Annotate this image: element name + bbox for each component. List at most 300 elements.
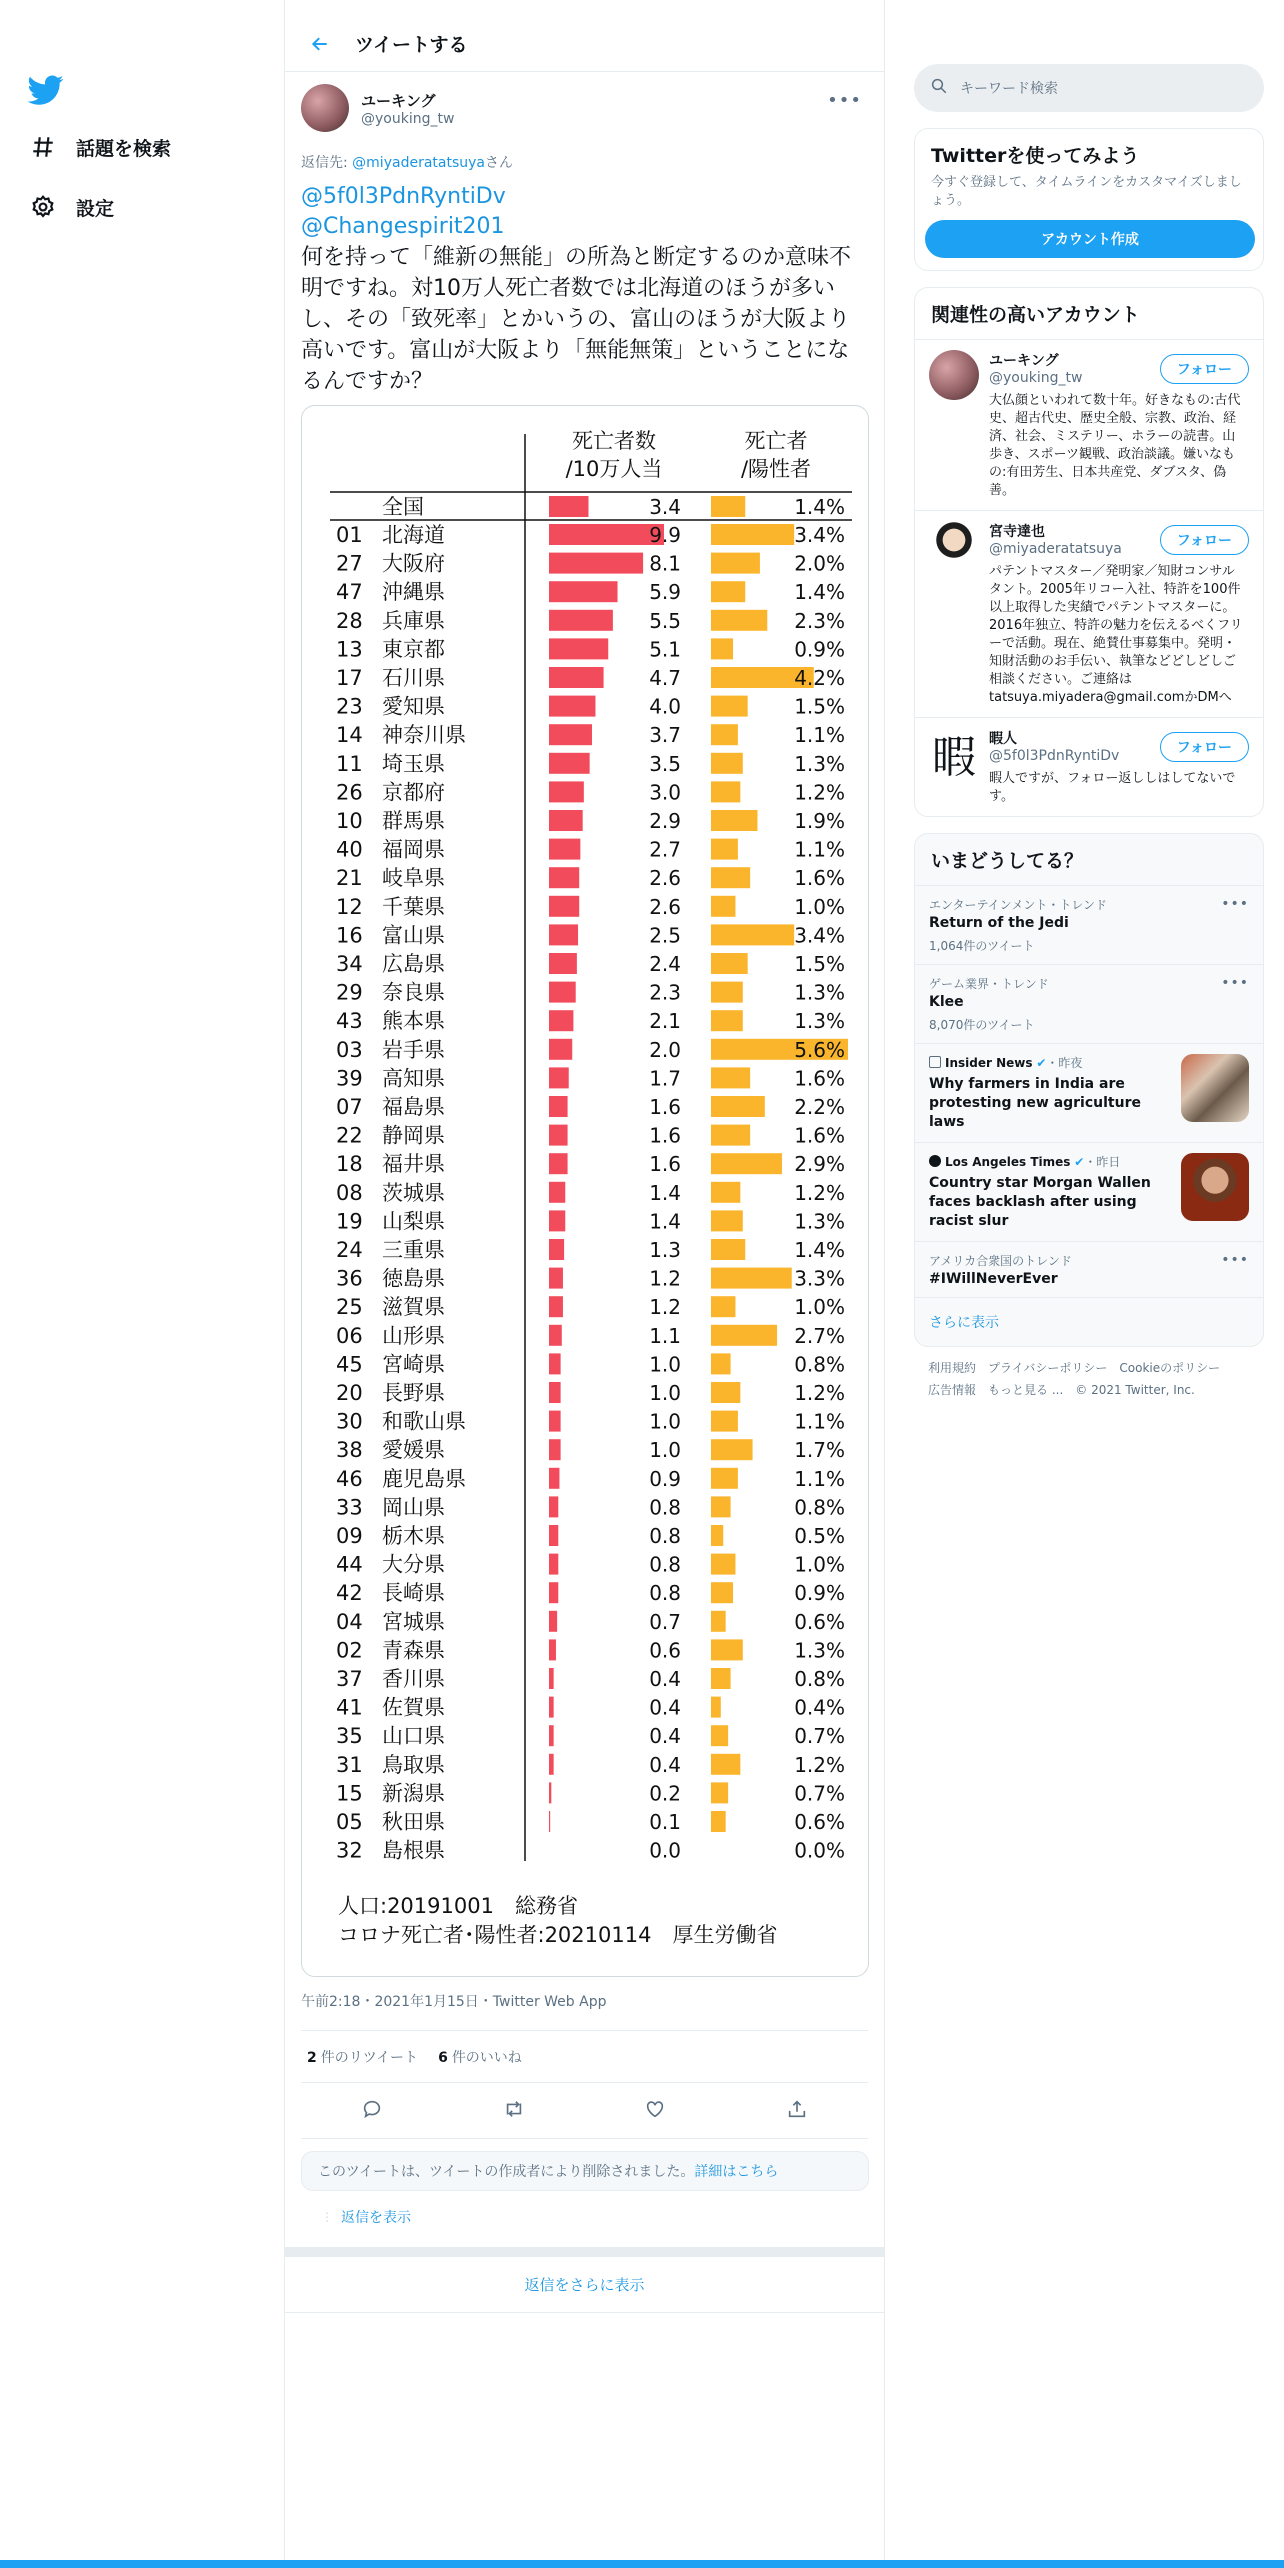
national-name: 全国 xyxy=(382,495,424,519)
row-42-rate-bar xyxy=(711,1582,733,1603)
row-31-rate-label: 1.2% xyxy=(794,1752,845,1777)
row-33-deaths-bar xyxy=(549,1496,558,1517)
row-47-rate-label: 1.4% xyxy=(794,580,845,605)
row-21-code: 21 xyxy=(336,866,363,891)
show-replies-label: 返信を表示 xyxy=(341,2210,411,2226)
row-04-name: 宮城県 xyxy=(382,1609,445,1634)
row-07-deaths-label: 1.6 xyxy=(649,1095,681,1119)
row-35-deaths-label: 0.4 xyxy=(649,1724,681,1749)
row-33-rate-label: 0.8% xyxy=(794,1495,845,1520)
row-16-name: 富山県 xyxy=(382,923,445,948)
row-18-rate-label: 2.9% xyxy=(794,1152,845,1177)
row-44-deaths-label: 0.8 xyxy=(649,1552,681,1577)
hashtag-icon xyxy=(28,132,58,162)
row-47-rate-bar xyxy=(711,581,745,602)
related-title: 関連性の高いアカウント xyxy=(915,288,1263,340)
row-14-deaths-label: 3.7 xyxy=(649,723,681,748)
tweet xyxy=(285,72,884,2243)
signup-text: 今すぐ登録して、タイムラインをカスタマイズしましょう。 xyxy=(931,175,1242,208)
row-35-rate-label: 0.7% xyxy=(794,1724,845,1749)
row-12-name: 千葉県 xyxy=(382,894,445,919)
mention-link-2[interactable]: @Changespirit201 xyxy=(301,214,505,239)
likes-count: 6 xyxy=(438,2049,448,2066)
footer-links-2[interactable]: 広告情報 もっと見る ... © 2021 Twitter, Inc. xyxy=(928,1383,1195,1397)
row-16-rate-label: 3.4% xyxy=(794,923,845,948)
row-33-code: 33 xyxy=(336,1495,363,1520)
row-10-rate-label: 1.9% xyxy=(794,809,845,833)
row-45-deaths-bar xyxy=(549,1353,561,1374)
tweet-text: 何を持って「維新の無能」の所為と断定するのか意味不明ですね。対10万人死亡者数では北海道のほうが多いし、その「致死率」とかいうの、富山のほうが大阪より高いです。富山が大阪より「無能無策」ということになるんですか？ xyxy=(301,245,852,394)
show-more-link[interactable] xyxy=(915,1297,1263,1346)
retweets-label: 件のリツイート xyxy=(320,2049,419,2066)
national-deaths-bar xyxy=(549,496,588,517)
row-19-rate-label: 1.3% xyxy=(794,1209,845,1234)
row-20-rate-label: 1.2% xyxy=(794,1381,845,1405)
row-12-code: 12 xyxy=(336,894,363,919)
likes-label: 件のいいね xyxy=(451,2049,522,2066)
row-36-deaths-bar xyxy=(549,1268,563,1289)
row-46-deaths-bar xyxy=(549,1468,559,1489)
row-31-rate-bar xyxy=(711,1754,740,1775)
row-35-name: 山口県 xyxy=(382,1724,445,1749)
row-34-rate-label: 1.5% xyxy=(794,952,845,976)
show-more-replies[interactable] xyxy=(285,2257,884,2313)
national-rate-bar xyxy=(711,496,745,517)
follow-button[interactable]: フォロー xyxy=(1160,525,1249,555)
row-37-name: 香川県 xyxy=(382,1667,445,1691)
nav-explore-label: 話題を検索 xyxy=(76,137,172,160)
row-28-code: 28 xyxy=(336,608,363,633)
row-25-deaths-label: 1.2 xyxy=(649,1295,681,1320)
row-35-deaths-bar xyxy=(549,1725,554,1746)
row-14-rate-label: 1.1% xyxy=(794,723,845,748)
row-23-deaths-bar xyxy=(549,696,595,717)
row-23-code: 23 xyxy=(336,694,363,719)
section-divider xyxy=(285,2247,884,2257)
retweets-stat[interactable] xyxy=(307,2047,418,2067)
row-12-deaths-bar xyxy=(549,896,579,917)
row-02-deaths-label: 0.6 xyxy=(649,1638,681,1663)
tweet-timestamp xyxy=(301,1991,868,2031)
row-02-rate-label: 1.3% xyxy=(794,1638,845,1663)
row-11-deaths-label: 3.5 xyxy=(649,751,681,776)
row-07-deaths-bar xyxy=(549,1096,568,1117)
more-options-icon[interactable]: ••• xyxy=(1221,1252,1249,1268)
row-15-rate-label: 0.7% xyxy=(794,1781,845,1806)
row-14-code: 14 xyxy=(336,723,363,748)
row-13-rate-label: 0.9% xyxy=(794,637,845,662)
row-23-rate-bar xyxy=(711,696,748,717)
news-source-line xyxy=(929,1054,1173,1071)
row-14-name: 神奈川県 xyxy=(382,723,466,748)
row-11-rate-label: 1.3% xyxy=(794,751,845,776)
row-01-name: 北海道 xyxy=(382,523,445,547)
row-07-name: 福島県 xyxy=(382,1095,445,1119)
row-37-deaths-bar xyxy=(549,1668,554,1689)
row-02-deaths-bar xyxy=(549,1639,556,1660)
more-options-icon[interactable]: ••• xyxy=(1221,896,1249,912)
row-20-name: 長野県 xyxy=(382,1381,445,1405)
row-30-deaths-label: 1.0 xyxy=(649,1409,681,1434)
row-21-deaths-bar xyxy=(549,867,579,888)
row-04-code: 04 xyxy=(336,1609,363,1634)
row-27-deaths-label: 8.1 xyxy=(649,551,681,576)
row-21-deaths-label: 2.6 xyxy=(649,866,681,891)
reply-icon[interactable] xyxy=(361,2098,383,2124)
row-38-code: 38 xyxy=(336,1438,363,1463)
chart-header-rate-unit: /陽性者 xyxy=(740,457,812,481)
deleted-notice-text: このツイートは、ツイートの作成者により削除されました。 xyxy=(318,2164,695,2180)
learn-more-link[interactable]: 詳細はこちら xyxy=(694,2164,779,2180)
row-18-code: 18 xyxy=(336,1152,363,1177)
more-options-icon[interactable]: ••• xyxy=(1221,975,1249,991)
row-10-name: 群馬県 xyxy=(382,809,445,833)
row-03-name: 岩手県 xyxy=(382,1037,445,1062)
row-18-deaths-bar xyxy=(549,1153,568,1174)
row-45-rate-bar xyxy=(711,1353,731,1374)
row-39-name: 高知県 xyxy=(382,1066,445,1091)
row-46-deaths-label: 0.9 xyxy=(649,1466,681,1491)
row-39-deaths-bar xyxy=(549,1067,569,1088)
row-30-code: 30 xyxy=(336,1409,363,1434)
row-32-rate-label: 0.0% xyxy=(794,1838,845,1863)
row-43-code: 43 xyxy=(336,1009,363,1034)
search-box[interactable] xyxy=(914,64,1264,112)
row-24-code: 24 xyxy=(336,1238,363,1262)
row-29-name: 奈良県 xyxy=(382,980,445,1005)
news-headline: Country star Morgan Wallen faces backlash after using racist slur xyxy=(929,1175,1151,1229)
row-28-deaths-bar xyxy=(549,610,613,631)
follow-button[interactable]: フォロー xyxy=(1160,354,1249,384)
row-30-name: 和歌山県 xyxy=(382,1409,466,1434)
search-input[interactable]: キーワード検索 xyxy=(960,81,1058,97)
back-arrow-icon[interactable] xyxy=(305,29,335,59)
row-26-name: 京都府 xyxy=(382,780,445,805)
row-36-rate-label: 3.3% xyxy=(794,1266,845,1291)
row-16-deaths-bar xyxy=(549,924,578,945)
gear-icon xyxy=(28,192,58,222)
row-16-rate-bar xyxy=(711,924,794,945)
row-28-rate-label: 2.3% xyxy=(794,608,845,633)
row-45-name: 宮崎県 xyxy=(382,1352,445,1377)
row-45-rate-label: 0.8% xyxy=(794,1352,845,1377)
row-04-deaths-label: 0.7 xyxy=(649,1609,681,1634)
row-29-deaths-bar xyxy=(549,982,576,1003)
row-01-code: 01 xyxy=(336,523,363,547)
row-13-code: 13 xyxy=(336,637,363,662)
row-26-code: 26 xyxy=(336,780,363,805)
nav-explore[interactable] xyxy=(28,132,171,162)
row-02-name: 青森県 xyxy=(382,1638,445,1663)
avatar[interactable] xyxy=(301,84,349,132)
account-handle: @youking_tw xyxy=(989,370,1083,386)
row-32-code: 32 xyxy=(336,1838,363,1863)
likes-stat[interactable] xyxy=(438,2047,522,2067)
row-40-deaths-label: 2.7 xyxy=(649,837,681,862)
row-30-deaths-bar xyxy=(549,1411,561,1432)
trend-context: ゲーム業界・トレンド xyxy=(929,977,1049,991)
row-35-rate-bar xyxy=(711,1725,728,1746)
row-03-rate-label: 5.6% xyxy=(794,1037,845,1062)
row-13-deaths-label: 5.1 xyxy=(649,637,681,662)
chart-header-deaths: 死亡者数 xyxy=(572,429,656,453)
row-06-deaths-bar xyxy=(549,1325,562,1346)
row-34-code: 34 xyxy=(336,952,363,976)
row-19-rate-bar xyxy=(711,1210,743,1231)
row-09-name: 栃木県 xyxy=(382,1524,445,1548)
page-header xyxy=(285,16,884,72)
row-25-name: 滋賀県 xyxy=(382,1295,445,1320)
row-27-deaths-bar xyxy=(549,553,643,574)
footer-links-1[interactable]: 利用規約 プライバシーポリシー Cookieのポリシー xyxy=(928,1361,1221,1375)
verified-icon: ✔ xyxy=(1036,1056,1047,1070)
row-30-rate-bar xyxy=(711,1411,738,1432)
news-headline: Why farmers in India are protesting new agriculture laws xyxy=(929,1076,1141,1130)
row-38-name: 愛媛県 xyxy=(382,1438,445,1463)
create-account-button[interactable]: アカウント作成 xyxy=(925,220,1255,258)
row-06-name: 山形県 xyxy=(382,1323,445,1348)
show-more-replies-label: 返信をさらに表示 xyxy=(524,2276,645,2294)
row-31-deaths-bar xyxy=(549,1754,554,1775)
retweets-count: 2 xyxy=(307,2049,317,2066)
nav-settings[interactable] xyxy=(28,192,114,222)
row-08-rate-label: 1.2% xyxy=(794,1180,845,1205)
row-22-rate-bar xyxy=(711,1125,750,1146)
row-43-deaths-label: 2.1 xyxy=(649,1009,681,1034)
tweet-image[interactable] xyxy=(301,405,869,1977)
row-47-name: 沖縄県 xyxy=(382,580,445,605)
avatar[interactable] xyxy=(929,350,979,400)
row-28-name: 兵庫県 xyxy=(382,608,445,633)
row-17-name: 石川県 xyxy=(382,666,445,690)
row-10-rate-bar xyxy=(711,810,757,831)
row-38-rate-bar xyxy=(711,1439,753,1460)
row-32-name: 島根県 xyxy=(382,1838,445,1863)
signup-title: Twitterを使ってみよう xyxy=(931,145,1140,167)
row-33-rate-bar xyxy=(711,1496,731,1517)
row-30-rate-label: 1.1% xyxy=(794,1409,845,1434)
row-12-rate-label: 1.0% xyxy=(794,894,845,919)
row-25-rate-label: 1.0% xyxy=(794,1295,845,1320)
row-11-code: 11 xyxy=(336,751,363,776)
row-09-deaths-bar xyxy=(549,1525,558,1546)
row-22-name: 静岡県 xyxy=(382,1123,445,1148)
left-navigation xyxy=(0,0,284,2568)
reply-prefix: 返信先: xyxy=(301,155,353,171)
row-34-name: 広島県 xyxy=(382,952,445,976)
reply-to-link[interactable]: @miyaderatatsuya xyxy=(352,155,485,171)
news-thumbnail xyxy=(1181,1153,1249,1221)
account-name[interactable]: 暇人 xyxy=(989,731,1017,747)
national-deaths-label: 3.4 xyxy=(649,495,681,519)
row-19-name: 山梨県 xyxy=(382,1209,445,1234)
row-08-name: 茨城県 xyxy=(382,1180,445,1205)
tweet-mentions xyxy=(301,182,868,242)
row-42-deaths-bar xyxy=(549,1582,558,1603)
like-icon[interactable] xyxy=(644,2098,666,2124)
mention-link-1[interactable]: @5f0l3PdnRyntiDv xyxy=(301,184,506,209)
account-bio: 大仏顔といわれて数十年。好きなもの:古代史、超古代史、歴史全般、宗教、政治、経済、社会、ミステリー、ホラーの読書。山歩き、スポーツ観戦、政治談議。嫌いなもの:有田芳生、日本共産党、ダブスタ、偽善。 xyxy=(989,393,1241,498)
row-05-name: 秋田県 xyxy=(382,1810,445,1834)
row-35-code: 35 xyxy=(336,1724,363,1749)
row-06-code: 06 xyxy=(336,1323,363,1348)
row-03-deaths-bar xyxy=(549,1039,572,1060)
row-29-code: 29 xyxy=(336,980,363,1005)
trend-item[interactable] xyxy=(915,964,1263,1043)
reply-suffix: さん xyxy=(485,155,513,171)
row-41-deaths-bar xyxy=(549,1697,554,1718)
row-26-rate-bar xyxy=(711,781,740,802)
trend-context: エンターテインメント・トレンド xyxy=(929,898,1108,912)
row-24-name: 三重県 xyxy=(382,1238,445,1262)
row-08-deaths-label: 1.4 xyxy=(649,1180,681,1205)
row-24-deaths-label: 1.3 xyxy=(649,1238,681,1262)
row-22-code: 22 xyxy=(336,1123,363,1148)
row-17-code: 17 xyxy=(336,666,363,690)
row-36-name: 徳島県 xyxy=(382,1266,445,1291)
row-41-code: 41 xyxy=(336,1695,363,1720)
row-06-rate-label: 2.7% xyxy=(794,1323,845,1348)
row-42-rate-label: 0.9% xyxy=(794,1581,845,1606)
row-29-rate-bar xyxy=(711,982,743,1003)
row-02-code: 02 xyxy=(336,1638,363,1663)
row-17-deaths-bar xyxy=(549,667,604,688)
row-07-rate-label: 2.2% xyxy=(794,1095,845,1119)
row-40-rate-bar xyxy=(711,839,738,860)
account-item[interactable] xyxy=(915,510,1263,717)
trend-item[interactable] xyxy=(915,885,1263,964)
row-23-deaths-label: 4.0 xyxy=(649,694,681,719)
insider-logo-icon xyxy=(929,1056,941,1068)
row-12-deaths-label: 2.6 xyxy=(649,894,681,919)
row-38-deaths-label: 1.0 xyxy=(649,1438,681,1463)
row-09-rate-label: 0.5% xyxy=(794,1524,845,1548)
twitter-logo-icon[interactable] xyxy=(28,72,64,108)
row-33-deaths-label: 0.8 xyxy=(649,1495,681,1520)
row-10-deaths-bar xyxy=(549,810,583,831)
bar-chart xyxy=(302,406,869,1977)
author-handle[interactable]: @youking_tw xyxy=(361,110,455,127)
row-29-rate-label: 1.3% xyxy=(794,980,845,1005)
row-45-code: 45 xyxy=(336,1352,363,1377)
row-09-deaths-label: 0.8 xyxy=(649,1524,681,1548)
trend-count: 8,070件のツイート xyxy=(929,1018,1035,1032)
row-27-code: 27 xyxy=(336,551,363,576)
account-item[interactable] xyxy=(915,340,1263,510)
account-name[interactable]: 宮寺達也 xyxy=(989,524,1045,540)
bottom-bar xyxy=(0,2560,1284,2568)
author-name[interactable]: ユーキング xyxy=(361,91,436,110)
row-39-rate-bar xyxy=(711,1067,750,1088)
tweet-author xyxy=(301,72,868,144)
row-18-name: 福井県 xyxy=(382,1152,445,1177)
row-40-code: 40 xyxy=(336,837,363,862)
trend-context: アメリカ合衆国のトレンド xyxy=(929,1254,1072,1268)
tweet-stats xyxy=(301,2031,868,2083)
row-20-deaths-bar xyxy=(549,1382,561,1403)
account-item[interactable] xyxy=(915,717,1263,816)
news-item[interactable] xyxy=(915,1043,1263,1142)
row-03-deaths-label: 2.0 xyxy=(649,1037,681,1062)
row-01-rate-label: 3.4% xyxy=(794,523,845,547)
row-14-deaths-bar xyxy=(549,724,592,745)
row-26-deaths-bar xyxy=(549,781,584,802)
row-15-deaths-bar xyxy=(549,1782,551,1803)
row-11-rate-bar xyxy=(711,753,743,774)
deleted-tweet-notice xyxy=(301,2151,869,2191)
row-41-name: 佐賀県 xyxy=(382,1695,445,1720)
news-thumbnail xyxy=(1181,1054,1249,1122)
row-36-code: 36 xyxy=(336,1266,363,1291)
row-27-rate-label: 2.0% xyxy=(794,551,845,576)
row-26-rate-label: 1.2% xyxy=(794,780,845,805)
signup-card xyxy=(914,128,1264,271)
show-replies-link[interactable] xyxy=(301,2191,868,2243)
row-38-rate-label: 1.7% xyxy=(794,1438,845,1463)
avatar[interactable] xyxy=(929,728,979,783)
trend-item[interactable] xyxy=(915,1241,1263,1297)
row-39-code: 39 xyxy=(336,1066,363,1091)
row-21-name: 岐阜県 xyxy=(382,866,445,891)
news-source: Insider News xyxy=(945,1056,1033,1070)
retweet-icon[interactable] xyxy=(503,2098,525,2124)
row-42-deaths-label: 0.8 xyxy=(649,1581,681,1606)
row-22-deaths-bar xyxy=(549,1125,568,1146)
row-46-code: 46 xyxy=(336,1466,363,1491)
row-04-deaths-bar xyxy=(549,1611,557,1632)
follow-button[interactable]: フォロー xyxy=(1160,732,1249,762)
row-31-name: 鳥取県 xyxy=(382,1752,445,1777)
row-23-rate-label: 1.5% xyxy=(794,694,845,719)
main-column xyxy=(284,0,885,2568)
search-icon xyxy=(930,77,948,99)
news-item[interactable] xyxy=(915,1142,1263,1241)
more-options-icon[interactable]: ••• xyxy=(827,90,862,111)
avatar-character: 暇 xyxy=(932,732,976,783)
chart-header-rate: 死亡者 xyxy=(744,429,808,453)
row-42-name: 長崎県 xyxy=(382,1581,445,1606)
row-41-rate-bar xyxy=(711,1697,721,1718)
row-37-code: 37 xyxy=(336,1667,363,1691)
row-27-rate-bar xyxy=(711,553,760,574)
chart-header-deaths-unit: /10万人当 xyxy=(565,457,663,481)
right-sidebar xyxy=(914,0,1264,1411)
row-44-deaths-bar xyxy=(549,1554,558,1575)
row-38-deaths-bar xyxy=(549,1439,561,1460)
row-34-deaths-bar xyxy=(549,953,577,974)
row-25-code: 25 xyxy=(336,1295,363,1320)
page-title: ツイートする xyxy=(355,34,468,56)
row-11-deaths-bar xyxy=(549,753,590,774)
timestamp-text[interactable]: 午前2:18・2021年1月15日・Twitter Web App xyxy=(301,1994,607,2010)
trend-count: 1,064件のツイート xyxy=(929,939,1035,953)
row-34-rate-bar xyxy=(711,953,748,974)
row-20-code: 20 xyxy=(336,1381,363,1405)
account-name[interactable]: ユーキング xyxy=(989,353,1059,369)
row-12-rate-bar xyxy=(711,896,735,917)
share-icon[interactable] xyxy=(786,2098,808,2124)
row-04-rate-bar xyxy=(711,1611,726,1632)
row-41-rate-label: 0.4% xyxy=(794,1695,845,1720)
row-15-code: 15 xyxy=(336,1781,363,1806)
row-34-deaths-label: 2.4 xyxy=(649,952,681,976)
national-rate-label: 1.4% xyxy=(794,495,845,519)
row-39-deaths-label: 1.7 xyxy=(649,1066,681,1091)
row-21-rate-bar xyxy=(711,867,750,888)
avatar[interactable] xyxy=(929,521,979,571)
row-40-deaths-bar xyxy=(549,839,580,860)
row-31-code: 31 xyxy=(336,1752,363,1777)
